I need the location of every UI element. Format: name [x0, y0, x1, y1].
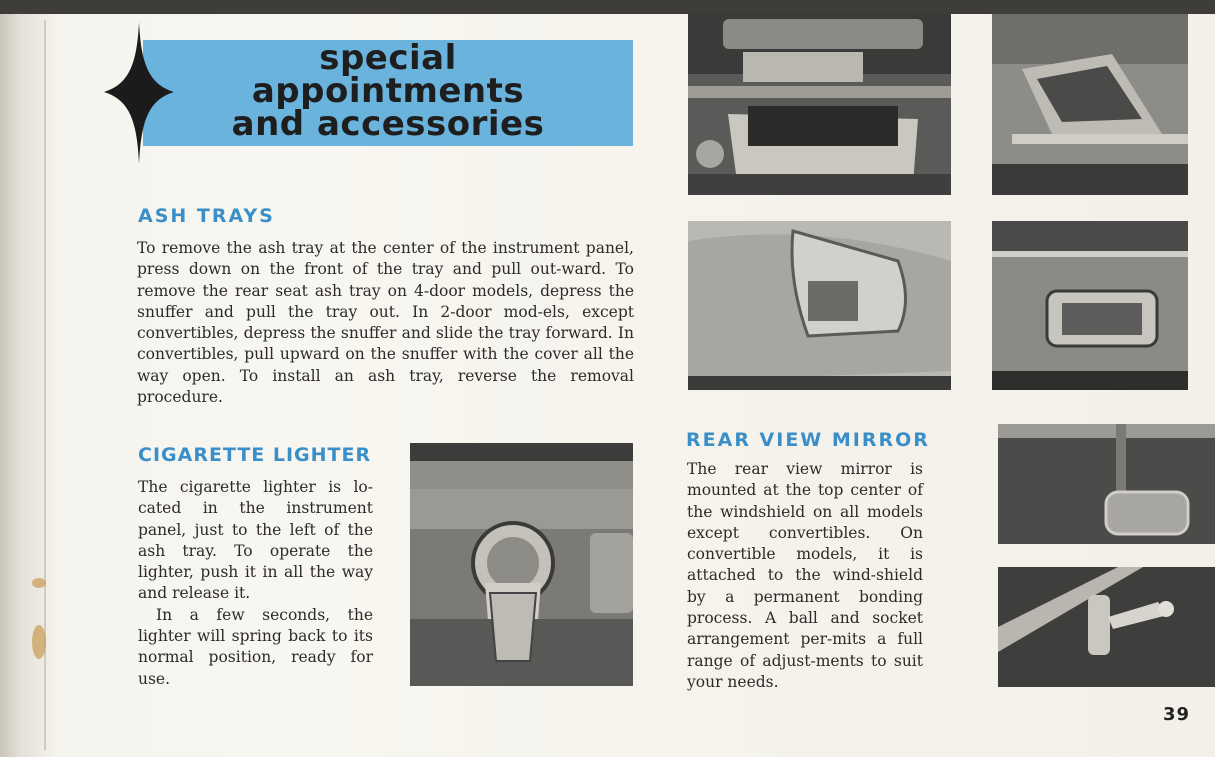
cigarette-lighter-paragraph-2: In a few seconds, the lighter will spring back to its normal position, ready for use. [138, 605, 373, 688]
paper-stain [32, 625, 46, 659]
photo-mirror-ball-socket [998, 567, 1215, 687]
page-number: 39 [1163, 704, 1191, 725]
rear-view-mirror-body [687, 459, 923, 693]
page-top-edge [0, 0, 1215, 14]
cigarette-lighter-body [138, 477, 373, 690]
photo-rear-ash-tray-2-door [992, 221, 1188, 390]
rear-view-mirror-heading: REAR VIEW MIRROR [686, 429, 930, 451]
title-banner [143, 40, 633, 146]
photo-ash-tray-open [992, 14, 1188, 195]
paper-stain [32, 578, 46, 588]
ash-trays-body [137, 238, 634, 408]
photo-instrument-panel-ash-tray [688, 14, 951, 195]
cigarette-lighter-paragraph-1: The cigarette lighter is lo-cated in the instrument panel, just to the left of the ash tray. To operate the lighter, push it in all the way and release it. [138, 478, 373, 603]
ash-trays-heading: ASH TRAYS [138, 205, 275, 227]
four-point-star-icon [104, 22, 174, 164]
title-line-1: special [319, 38, 457, 78]
ash-trays-paragraph: To remove the ash tray at the center of the instrument panel, press down on the front of the tray and pull out-ward. To remove the rear seat ash tray on 4-door models, depress the snuffer and pull the tray out. In 2-door mod-els, except convertibles, depress the snuffer and slide the tray forward. In convertibles, pull upward on the snuffer with the cover all the way open. To install an ash tray, reverse the removal procedure. [137, 239, 634, 407]
photo-cigarette-lighter [410, 443, 633, 686]
photo-rear-view-mirror [998, 424, 1215, 544]
title-line-3: and accessories [231, 104, 545, 144]
cigarette-lighter-heading: CIGARETTE LIGHTER [138, 444, 372, 466]
title-line-2: appointments [251, 71, 525, 111]
photo-rear-seat-ash-tray [688, 221, 951, 390]
rear-view-mirror-paragraph: The rear view mirror is mounted at the top center of the windshield on all models except convertibles. On convertible models, it is attached to the wind-shield by a permanent bonding process. A ball and socket arrangement per-mits a full range of adjust-ments to suit your needs. [687, 460, 923, 691]
